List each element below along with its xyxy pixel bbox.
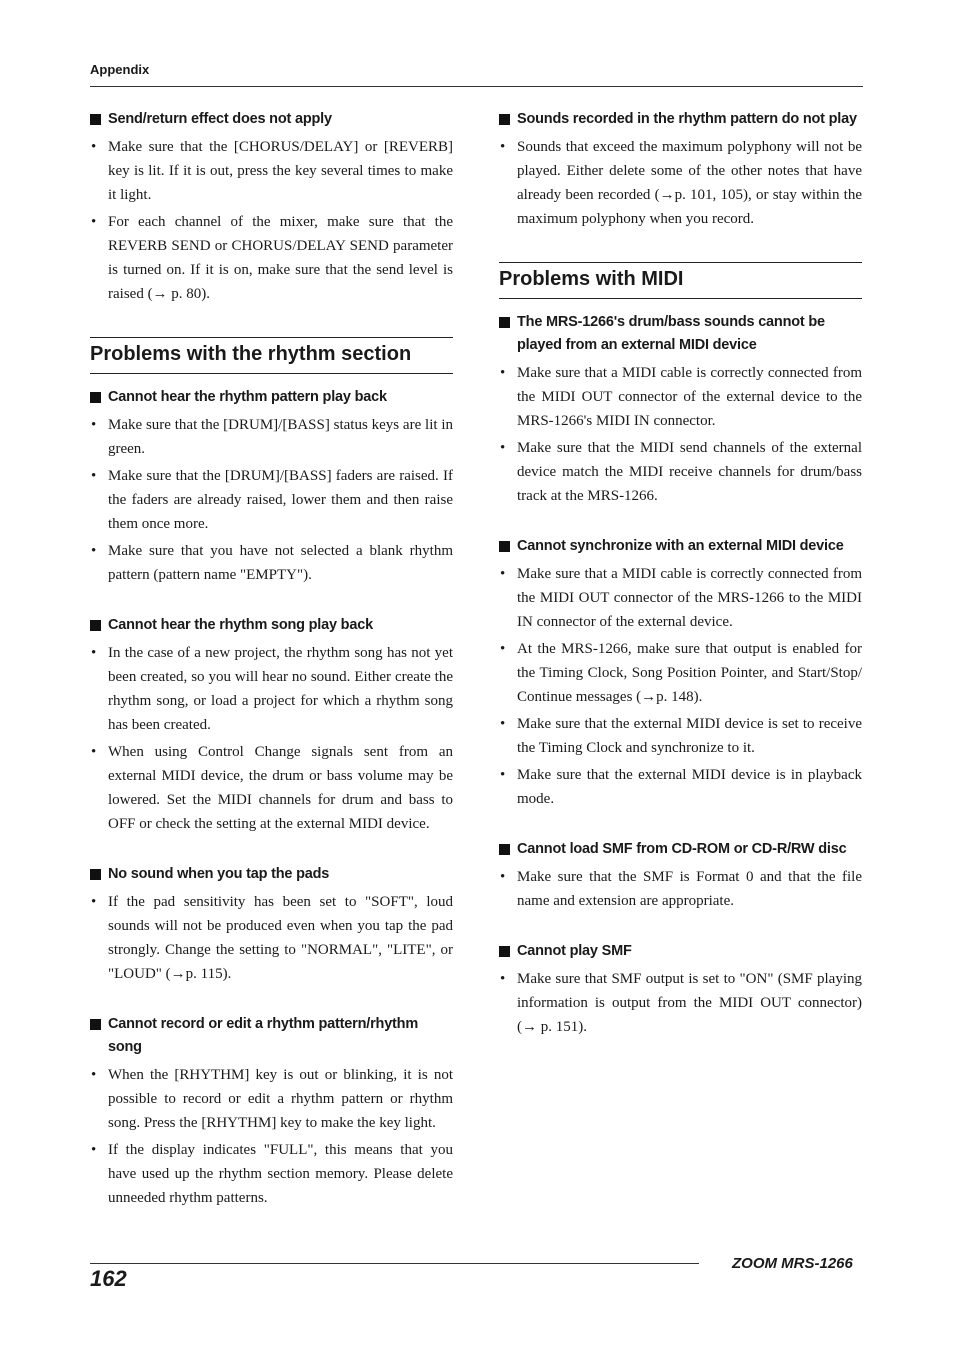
section-heading: Problems with the rhythm section: [90, 337, 453, 374]
subheading-text: Cannot synchronize with an external MIDI device: [517, 538, 844, 554]
list-item-text: Make sure that the [DRUM]/[BASS] faders are raised. If the faders are already raised, lower them and then raise them once more.: [108, 468, 453, 532]
square-bullet-icon: [499, 946, 510, 957]
bullet-list: [499, 135, 862, 231]
bullet-icon: •: [91, 139, 97, 155]
list-item-text: Sounds that exceed the maximum polyphony will not be played. Either delete some of the other notes that have already been recorded (→p. 101, 105), or stay within the maximum polyphony when you record.: [517, 139, 862, 227]
bullet-icon: •: [500, 869, 506, 885]
subheading: [90, 386, 453, 409]
list-item: [90, 135, 453, 207]
bullet-icon: •: [91, 543, 97, 559]
list-item: [90, 890, 453, 986]
product-name: ZOOM MRS-1266: [732, 1255, 853, 1272]
subheading: [90, 1013, 453, 1059]
bullet-icon: •: [500, 641, 506, 657]
list-item-text: Make sure that the SMF is Format 0 and that the file name and extension are appropriate.: [517, 869, 862, 909]
square-bullet-icon: [90, 1019, 101, 1030]
square-bullet-icon: [499, 317, 510, 328]
square-bullet-icon: [90, 114, 101, 125]
list-item-text: Make sure that a MIDI cable is correctly connected from the MIDI OUT connector of the MRS-1266 to the MIDI IN connector of the external device.: [517, 566, 862, 630]
subheading: [499, 838, 862, 861]
list-item: [499, 967, 862, 1039]
square-bullet-icon: [90, 869, 101, 880]
bullet-icon: •: [91, 214, 97, 230]
list-item: [499, 763, 862, 811]
bullet-icon: •: [500, 365, 506, 381]
list-item: [90, 641, 453, 737]
square-bullet-icon: [90, 620, 101, 631]
list-item: [90, 539, 453, 587]
subheading: [499, 108, 862, 131]
list-item: [90, 413, 453, 461]
subheading-text: No sound when you tap the pads: [108, 866, 330, 882]
square-bullet-icon: [499, 844, 510, 855]
bullet-icon: •: [91, 417, 97, 433]
list-item: [499, 436, 862, 508]
bullet-list: [90, 135, 453, 306]
bullet-icon: •: [91, 468, 97, 484]
list-item-text: Make sure that the [DRUM]/[BASS] status keys are lit in green.: [108, 417, 453, 457]
square-bullet-icon: [499, 541, 510, 552]
bullet-icon: •: [91, 894, 97, 910]
list-item-text: At the MRS-1266, make sure that output is enabled for the Timing Clock, Song Position Pointer, and Start/Stop/ Continue messages (→p. 148).: [517, 641, 862, 705]
bullet-list: [499, 361, 862, 508]
bullet-icon: •: [500, 971, 506, 987]
list-item: [499, 361, 862, 433]
bullet-list: [499, 865, 862, 913]
list-item-text: Make sure that SMF output is set to "ON" (SMF playing information is output from the MIDI OUT connector) (→ p. 151).: [517, 971, 862, 1035]
list-item-text: Make sure that the external MIDI device is in playback mode.: [517, 767, 862, 807]
subheading-text: Cannot record or edit a rhythm pattern/rhythm song: [108, 1016, 419, 1055]
bullet-icon: •: [500, 440, 506, 456]
list-item: [90, 464, 453, 536]
list-item: [90, 1138, 453, 1210]
list-item: [90, 740, 453, 836]
subheading: [499, 311, 862, 357]
bullet-list: [90, 413, 453, 587]
square-bullet-icon: [499, 114, 510, 125]
list-item: [499, 712, 862, 760]
subheading-text: Cannot hear the rhythm pattern play back: [108, 389, 387, 405]
bullet-list: [499, 562, 862, 811]
list-item-text: For each channel of the mixer, make sure that the REVERB SEND or CHORUS/DELAY SEND parameter is turned on. If it is on, make sure that the send level is raised (→ p. 80).: [108, 214, 453, 302]
subheading: [499, 940, 862, 963]
list-item: [499, 637, 862, 709]
subheading-text: Cannot load SMF from CD-ROM or CD-R/RW disc: [517, 841, 847, 857]
bullet-list: [90, 641, 453, 836]
bullet-icon: •: [500, 716, 506, 732]
list-item-text: If the pad sensitivity has been set to "SOFT", loud sounds will not be produced even when you tap the pad strongly. Change the setting to "NORMAL", "LITE", or "LOUD" (→p. 115).: [108, 894, 453, 982]
list-item-text: Make sure that the external MIDI device is set to receive the Timing Clock and synchronize to it.: [517, 716, 862, 756]
subheading: [90, 108, 453, 131]
footer-rule: [90, 1263, 699, 1264]
bullet-icon: •: [500, 767, 506, 783]
bullet-icon: •: [500, 139, 506, 155]
bullet-list: [499, 967, 862, 1039]
subheading-text: Cannot play SMF: [517, 943, 632, 959]
left-column: [90, 108, 453, 1213]
list-item-text: When using Control Change signals sent from an external MIDI device, the drum or bass volume may be lowered. Set the MIDI channels for drum and bass to OFF or check the setting at the external MIDI device.: [108, 744, 453, 832]
list-item-text: If the display indicates "FULL", this means that you have used up the rhythm section memory. Please delete unneeded rhythm patterns.: [108, 1142, 453, 1206]
bullet-icon: •: [500, 566, 506, 582]
square-bullet-icon: [90, 392, 101, 403]
bullet-icon: •: [91, 744, 97, 760]
header-rule: [90, 86, 863, 87]
bullet-list: [90, 890, 453, 986]
list-item-text: Make sure that you have not selected a blank rhythm pattern (pattern name "EMPTY").: [108, 543, 453, 583]
list-item-text: Make sure that a MIDI cable is correctly connected from the MIDI OUT connector of the external device to the MRS-1266's MIDI IN connector.: [517, 365, 862, 429]
list-item-text: Make sure that the MIDI send channels of the external device match the MIDI receive channels for drum/bass track at the MRS-1266.: [517, 440, 862, 504]
bullet-icon: •: [91, 645, 97, 661]
list-item: [90, 1063, 453, 1135]
subheading-text: The MRS-1266's drum/bass sounds cannot be played from an external MIDI device: [517, 314, 825, 353]
subheading-text: Send/return effect does not apply: [108, 111, 332, 127]
subheading: [90, 614, 453, 637]
list-item: [90, 210, 453, 306]
bullet-list: [90, 1063, 453, 1210]
right-column: [499, 108, 862, 1042]
list-item: [499, 562, 862, 634]
list-item-text: Make sure that the [CHORUS/DELAY] or [REVERB] key is lit. If it is out, press the key several times to make it light.: [108, 139, 453, 203]
list-item: [499, 865, 862, 913]
list-item: [499, 135, 862, 231]
bullet-icon: •: [91, 1142, 97, 1158]
subheading-text: Sounds recorded in the rhythm pattern do not play: [517, 111, 857, 127]
subheading: [90, 863, 453, 886]
bullet-icon: •: [91, 1067, 97, 1083]
subheading-text: Cannot hear the rhythm song play back: [108, 617, 373, 633]
page-number: 162: [90, 1266, 127, 1291]
list-item-text: In the case of a new project, the rhythm song has not yet been created, so you will hear no sound. Either create the rhythm song, or load a project for which a rhythm song has been created.: [108, 645, 453, 733]
subheading: [499, 535, 862, 558]
section-label: Appendix: [90, 62, 150, 77]
list-item-text: When the [RHYTHM] key is out or blinking, it is not possible to record or edit a rhythm pattern or rhythm song. Press the [RHYTHM] key to make the key light.: [108, 1067, 453, 1131]
section-heading: Problems with MIDI: [499, 262, 862, 299]
